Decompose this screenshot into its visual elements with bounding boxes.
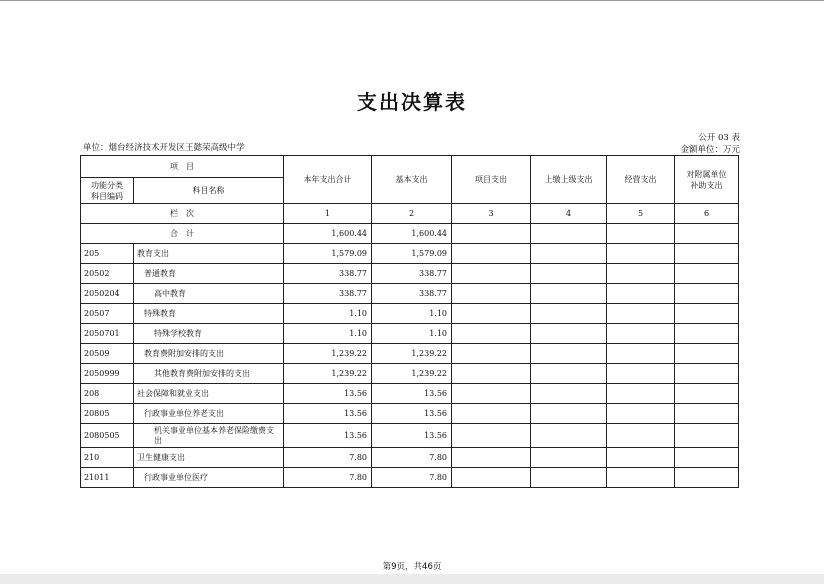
- row-subject-name: 卫生健康支出: [134, 448, 284, 468]
- sum-label: 合 计: [81, 224, 284, 244]
- row-basic: 13.56: [372, 424, 452, 448]
- row-basic: 1,239.22: [372, 344, 452, 364]
- row-basic: 7.80: [372, 468, 452, 488]
- page-bottom-band: [0, 574, 824, 584]
- row-business: [607, 284, 675, 304]
- row-business: [607, 264, 675, 284]
- table-row: [81, 324, 739, 344]
- row-project-expense: [452, 384, 531, 404]
- row-project-expense: [452, 244, 531, 264]
- row-total: 338.77: [284, 264, 372, 284]
- table-row: [81, 364, 739, 384]
- row-subsidy: [675, 284, 739, 304]
- row-upper-paid: [531, 364, 607, 384]
- table-row: [81, 264, 739, 284]
- row-subsidy: [675, 424, 739, 448]
- sum-total: 1,600.44: [284, 224, 372, 244]
- page-footer: 第9页，共46页: [382, 562, 442, 572]
- row-subject-name: 教育费附加安排的支出: [134, 344, 284, 364]
- column-label: 栏 次: [81, 204, 284, 224]
- table-row: [81, 284, 739, 304]
- table-row: [81, 344, 739, 364]
- row-basic: 13.56: [372, 384, 452, 404]
- page-title: 支出决算表: [357, 90, 467, 114]
- row-business: [607, 468, 675, 488]
- sum-row: [81, 224, 739, 244]
- row-code: 20502: [81, 264, 134, 284]
- row-upper-paid: [531, 404, 607, 424]
- table-row: [81, 404, 739, 424]
- row-subject-name: 高中教育: [134, 284, 284, 304]
- table-row: [81, 384, 739, 404]
- row-basic: 7.80: [372, 448, 452, 468]
- row-code: 2050701: [81, 324, 134, 344]
- header-basic: 基本支出: [372, 156, 452, 204]
- row-total: 13.56: [284, 384, 372, 404]
- row-total: 1,579.09: [284, 244, 372, 264]
- row-subsidy: [675, 384, 739, 404]
- amount-unit: 金额单位：万元: [680, 145, 740, 155]
- form-number: 公开 03 表: [698, 133, 740, 143]
- col-num-1: 1: [284, 204, 372, 224]
- row-business: [607, 304, 675, 324]
- row-subsidy: [675, 324, 739, 344]
- column-number-row: [81, 204, 739, 224]
- row-total: 1,239.22: [284, 364, 372, 384]
- table-row: [81, 448, 739, 468]
- row-code: 208: [81, 384, 134, 404]
- row-upper-paid: [531, 468, 607, 488]
- row-total: 1,239.22: [284, 344, 372, 364]
- row-subject-name: 普通教育: [134, 264, 284, 284]
- sum-project-expense: [452, 224, 531, 244]
- row-upper-paid: [531, 304, 607, 324]
- col-num-3: 3: [452, 204, 531, 224]
- row-subsidy: [675, 364, 739, 384]
- row-subsidy: [675, 344, 739, 364]
- row-basic: 1,239.22: [372, 364, 452, 384]
- row-code: 21011: [81, 468, 134, 488]
- row-business: [607, 384, 675, 404]
- header-subject-name: 科目名称: [134, 178, 284, 204]
- row-business: [607, 364, 675, 384]
- table-row: [81, 304, 739, 324]
- row-subject-name: 行政事业单位医疗: [134, 468, 284, 488]
- header-subsidy: 对附属单位 补助支出: [675, 156, 739, 204]
- sum-business: [607, 224, 675, 244]
- col-num-6: 6: [675, 204, 739, 224]
- row-subject-name: 其他教育费附加安排的支出: [134, 364, 284, 384]
- row-upper-paid: [531, 244, 607, 264]
- table-row: [81, 424, 739, 448]
- row-code: 20507: [81, 304, 134, 324]
- row-total: 7.80: [284, 468, 372, 488]
- row-total: 13.56: [284, 424, 372, 448]
- row-code: 20805: [81, 404, 134, 424]
- row-total: 1.10: [284, 304, 372, 324]
- row-project-expense: [452, 264, 531, 284]
- row-subsidy: [675, 448, 739, 468]
- col-num-5: 5: [607, 204, 675, 224]
- page-top-border: [0, 0, 824, 1]
- row-code: 2050999: [81, 364, 134, 384]
- sum-subsidy: [675, 224, 739, 244]
- row-business: [607, 448, 675, 468]
- row-basic: 1.10: [372, 324, 452, 344]
- row-basic: 338.77: [372, 284, 452, 304]
- row-upper-paid: [531, 264, 607, 284]
- row-subsidy: [675, 304, 739, 324]
- row-code: 2050204: [81, 284, 134, 304]
- row-subject-name: 教育支出: [134, 244, 284, 264]
- row-total: 13.56: [284, 404, 372, 424]
- row-subject-name: 机关事业单位基本养老保险缴费支出: [134, 424, 284, 448]
- sum-upper-paid: [531, 224, 607, 244]
- row-subject-name: 社会保障和就业支出: [134, 384, 284, 404]
- row-basic: 13.56: [372, 404, 452, 424]
- row-business: [607, 344, 675, 364]
- row-subject-name: 特殊教育: [134, 304, 284, 324]
- header-upper-paid: 上缴上级支出: [531, 156, 607, 204]
- row-code: 205: [81, 244, 134, 264]
- row-business: [607, 324, 675, 344]
- row-project-expense: [452, 304, 531, 324]
- row-code: 2080505: [81, 424, 134, 448]
- header-func-code: 功能分类 科目编码: [81, 178, 134, 204]
- row-business: [607, 424, 675, 448]
- row-upper-paid: [531, 284, 607, 304]
- sum-basic: 1,600.44: [372, 224, 452, 244]
- row-code: 20509: [81, 344, 134, 364]
- header-row-1: [81, 156, 739, 178]
- row-project-expense: [452, 424, 531, 448]
- reporting-unit: 单位：烟台经济技术开发区王懿荣高级中学: [83, 143, 245, 153]
- header-project: 项 目: [81, 156, 284, 178]
- header-total: 本年支出合计: [284, 156, 372, 204]
- row-basic: 1.10: [372, 304, 452, 324]
- col-num-4: 4: [531, 204, 607, 224]
- row-upper-paid: [531, 324, 607, 344]
- row-total: 7.80: [284, 448, 372, 468]
- row-business: [607, 244, 675, 264]
- row-project-expense: [452, 468, 531, 488]
- row-subsidy: [675, 264, 739, 284]
- row-upper-paid: [531, 448, 607, 468]
- row-subsidy: [675, 404, 739, 424]
- row-subsidy: [675, 468, 739, 488]
- row-project-expense: [452, 448, 531, 468]
- row-business: [607, 404, 675, 424]
- row-upper-paid: [531, 344, 607, 364]
- row-subject-name: 特殊学校教育: [134, 324, 284, 344]
- row-upper-paid: [531, 384, 607, 404]
- header-project-expense: 项目支出: [452, 156, 531, 204]
- row-total: 1.10: [284, 324, 372, 344]
- row-upper-paid: [531, 424, 607, 448]
- row-project-expense: [452, 404, 531, 424]
- row-project-expense: [452, 364, 531, 384]
- table-row: [81, 244, 739, 264]
- row-project-expense: [452, 284, 531, 304]
- row-basic: 1,579.09: [372, 244, 452, 264]
- expenditure-table: [80, 155, 739, 488]
- row-code: 210: [81, 448, 134, 468]
- row-basic: 338.77: [372, 264, 452, 284]
- header-business: 经营支出: [607, 156, 675, 204]
- row-total: 338.77: [284, 284, 372, 304]
- row-project-expense: [452, 324, 531, 344]
- col-num-2: 2: [372, 204, 452, 224]
- row-project-expense: [452, 344, 531, 364]
- table-row: [81, 468, 739, 488]
- row-subject-name: 行政事业单位养老支出: [134, 404, 284, 424]
- row-subsidy: [675, 244, 739, 264]
